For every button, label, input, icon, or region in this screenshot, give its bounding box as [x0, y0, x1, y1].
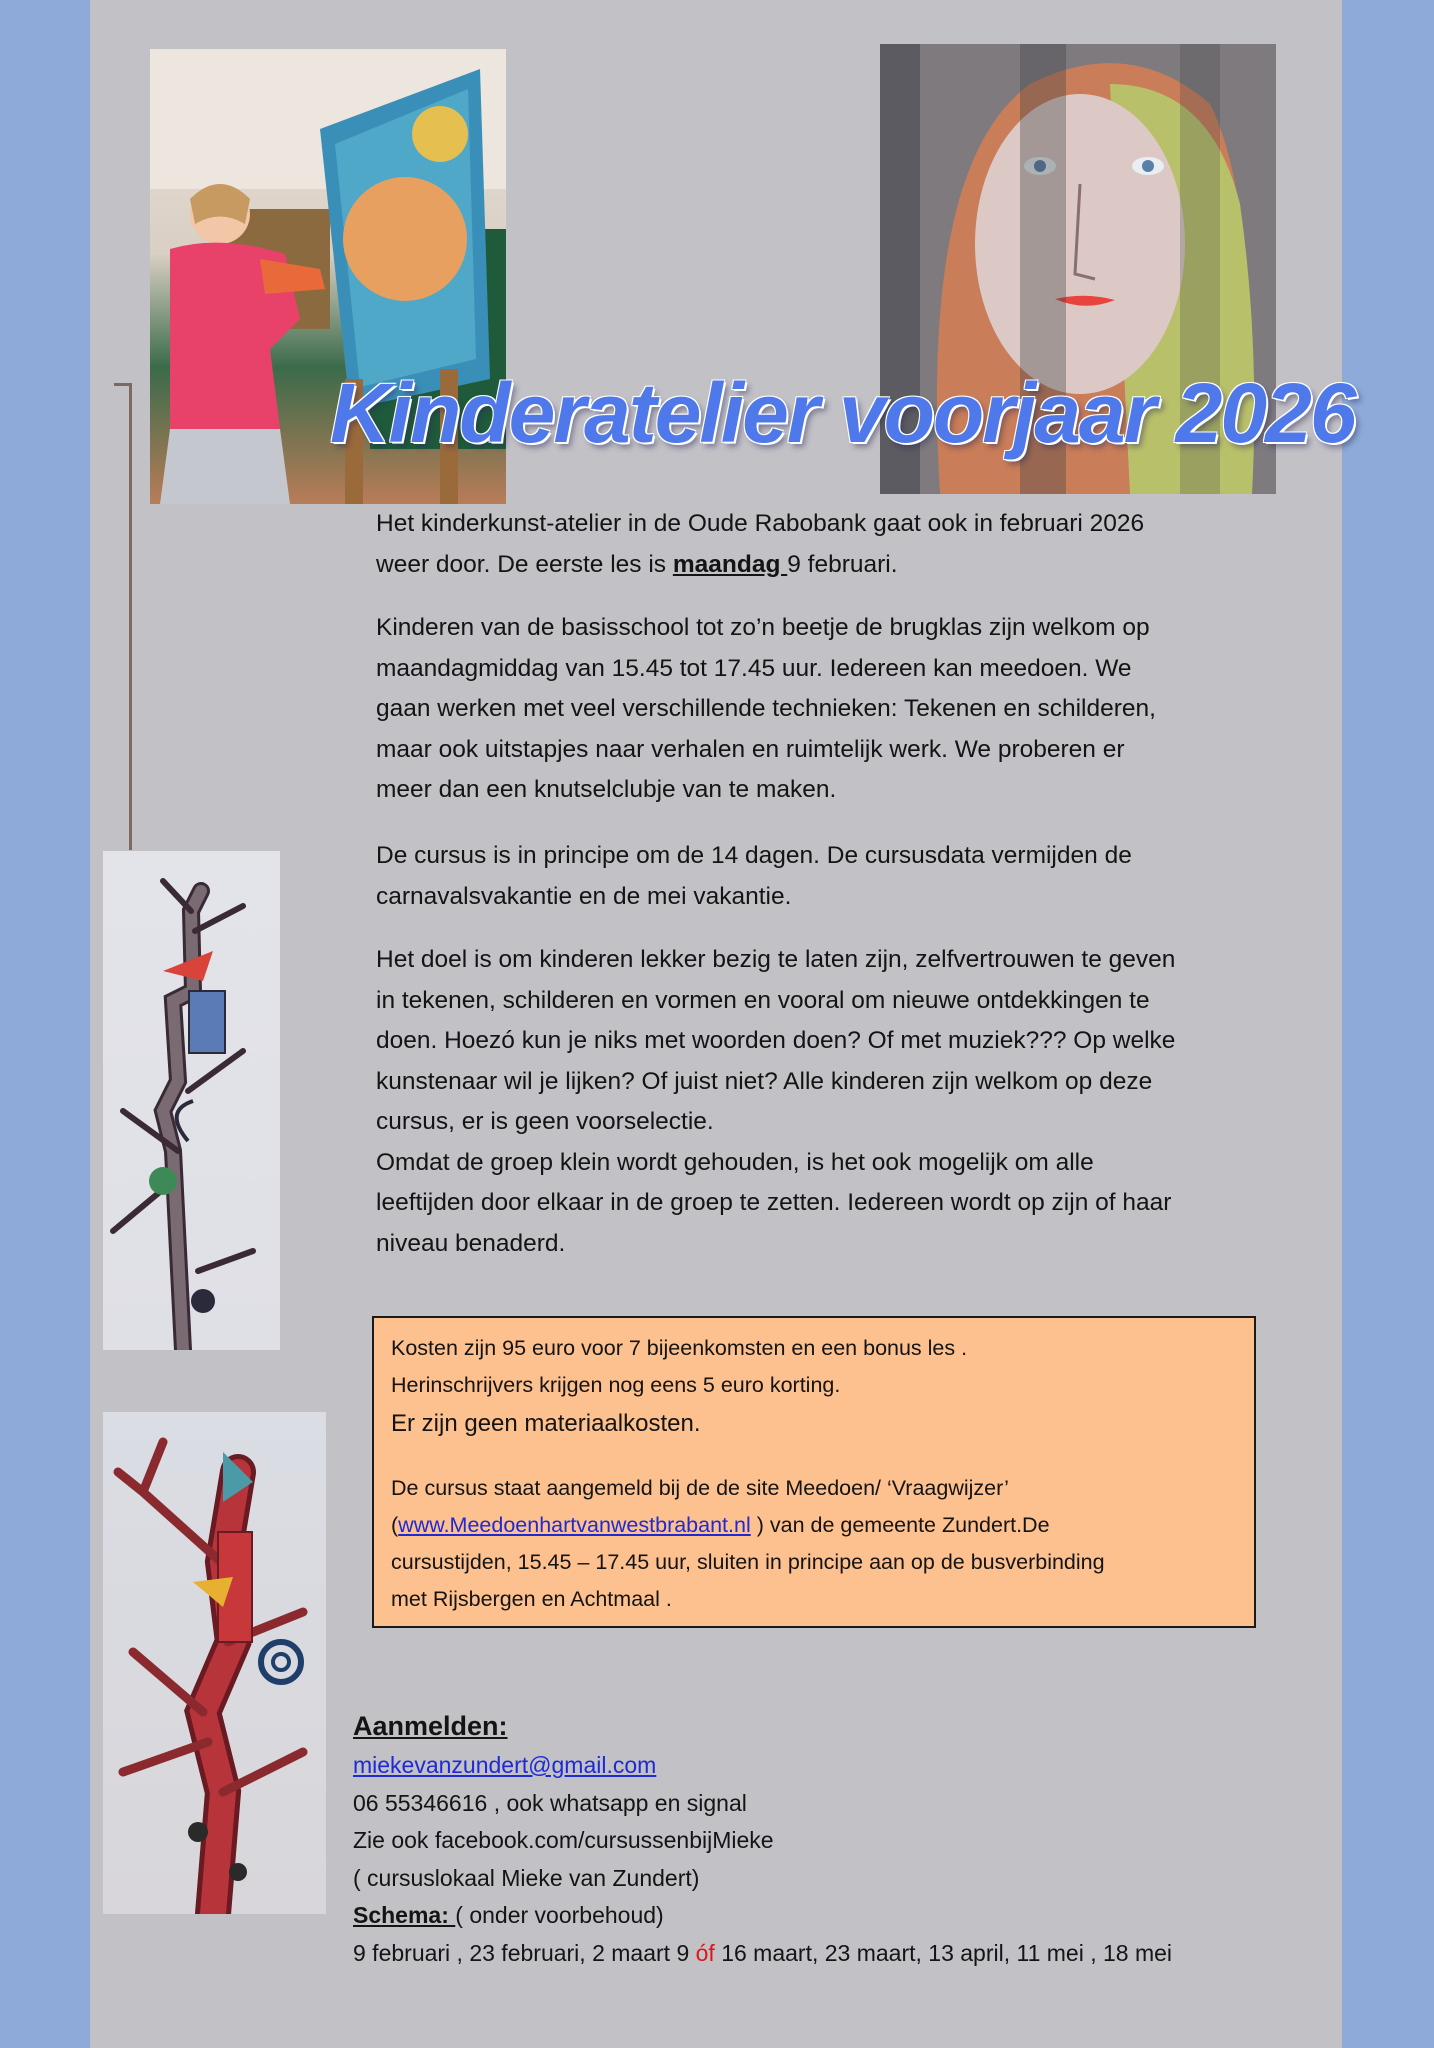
location-line: ( cursuslokaal Mieke van Zundert)	[353, 1864, 700, 1891]
dates-rest: 16 maart, 23 maart, 13 april, 11 mei , 18 mei	[714, 1939, 1173, 1966]
schedule-note: ( onder voorbehoud)	[455, 1902, 664, 1928]
paragraph-line: in tekenen, schilderen en vormen en vooral om nieuwe ontdekkingen te	[376, 986, 1150, 1014]
paragraph-line: De cursus is in principe om de 14 dagen. De cursusdata vermijden de	[376, 842, 1132, 869]
paragraph-line: maandagmiddag van 15.45 tot 17.45 uur. Iedereen kan meedoen. We	[376, 654, 1132, 682]
paragraph-line: niveau benaderd.	[376, 1229, 566, 1257]
material-costs-line: Er zijn geen materiaalkosten.	[391, 1410, 701, 1437]
signup-section	[353, 1706, 1303, 1972]
goal-paragraph	[376, 940, 1276, 1264]
phone-line: 06 55346616 , ook whatsapp en signal	[353, 1789, 747, 1816]
dates-or: óf	[695, 1939, 715, 1966]
facebook-line: Zie ook facebook.com/cursussenbijMieke	[353, 1827, 774, 1853]
cost-info-box	[372, 1316, 1256, 1628]
schedule-line	[353, 1897, 1303, 1935]
course-times-line: cursustijden, 15.45 – 17.45 uur, sluiten in principe aan op de busverbinding	[391, 1550, 1105, 1574]
signup-heading: Aanmelden:	[353, 1711, 508, 1741]
discount-line: Herinschrijvers krijgen nog eens 5 euro korting.	[391, 1373, 841, 1397]
paragraph-line: Het doel is om kinderen lekker bezig te laten zijn, zelfvertrouwen te geven	[376, 946, 1176, 973]
start-day: maandag	[672, 550, 788, 578]
registration-site-line: De cursus staat aangemeld bij de de site Meedoen/ ‘Vraagwijzer’	[391, 1476, 1009, 1500]
schedule-dates	[353, 1935, 1303, 1973]
dates-first: 9 februari , 23 februari, 2 maart 9	[353, 1939, 696, 1966]
page-title: Kinderatelier voorjaar 2026	[330, 366, 1355, 460]
decorative-vertical-rule	[129, 383, 132, 850]
paragraph-line: kunstenaar wil je lijken? Of juist niet? Alle kinderen zijn welkom op deze	[376, 1067, 1153, 1095]
paragraph-line: cursus, er is geen voorselectie.	[376, 1108, 714, 1135]
start-date: 9 februari.	[787, 550, 898, 578]
paragraph-line: doen. Hoezó kun je niks met woorden doen? Of met muziek??? Op welke	[376, 1027, 1176, 1054]
artwork-tree-creature-2	[103, 1412, 326, 1914]
paragraph-line: maar ook uitstapjes naar verhalen en ruimtelijk werk. We proberen er	[376, 735, 1125, 763]
email-link[interactable]: miekevanzundert@gmail.com	[353, 1752, 657, 1778]
intro-paragraph	[376, 504, 1276, 585]
intro-line-2	[376, 545, 1276, 586]
paragraph-line: Kinderen van de basisschool tot zo’n beetje de brugklas zijn welkom op	[376, 614, 1150, 641]
intro-line-1: Het kinderkunst-atelier in de Oude Rabobank gaat ook in februari 2026	[376, 510, 1145, 537]
paragraph-line: leeftijden door elkaar in de groep te zetten. Iedereen wordt op zijn of haar	[376, 1189, 1172, 1216]
frequency-paragraph	[376, 836, 1276, 917]
schedule-label: Schema:	[353, 1902, 456, 1928]
meedoen-website-link[interactable]: www.Meedoenhartvanwestbrabant.nl	[398, 1513, 751, 1537]
paragraph-line: carnavalsvakantie en de mei vakantie.	[376, 882, 792, 910]
paren-open: (	[391, 1513, 399, 1537]
artwork-tree-creature-1	[103, 851, 280, 1350]
cost-line: Kosten zijn 95 euro voor 7 bijeenkomsten en een bonus les .	[391, 1336, 968, 1360]
audience-paragraph	[376, 608, 1276, 811]
paragraph-line: Omdat de groep klein wordt gehouden, is het ook mogelijk om alle	[376, 1148, 1094, 1176]
municipality-text: ) van de gemeente Zundert.De	[750, 1513, 1050, 1537]
bus-line: met Rijsbergen en Achtmaal .	[391, 1587, 672, 1611]
paragraph-line: meer dan een knutselclubje van te maken.	[376, 776, 837, 803]
website-line	[391, 1507, 1238, 1544]
paragraph-line: gaan werken met veel verschillende technieken: Tekenen en schilderen,	[376, 695, 1156, 722]
intro-text: weer door. De eerste les is	[376, 550, 673, 578]
spacer	[391, 1444, 1238, 1470]
